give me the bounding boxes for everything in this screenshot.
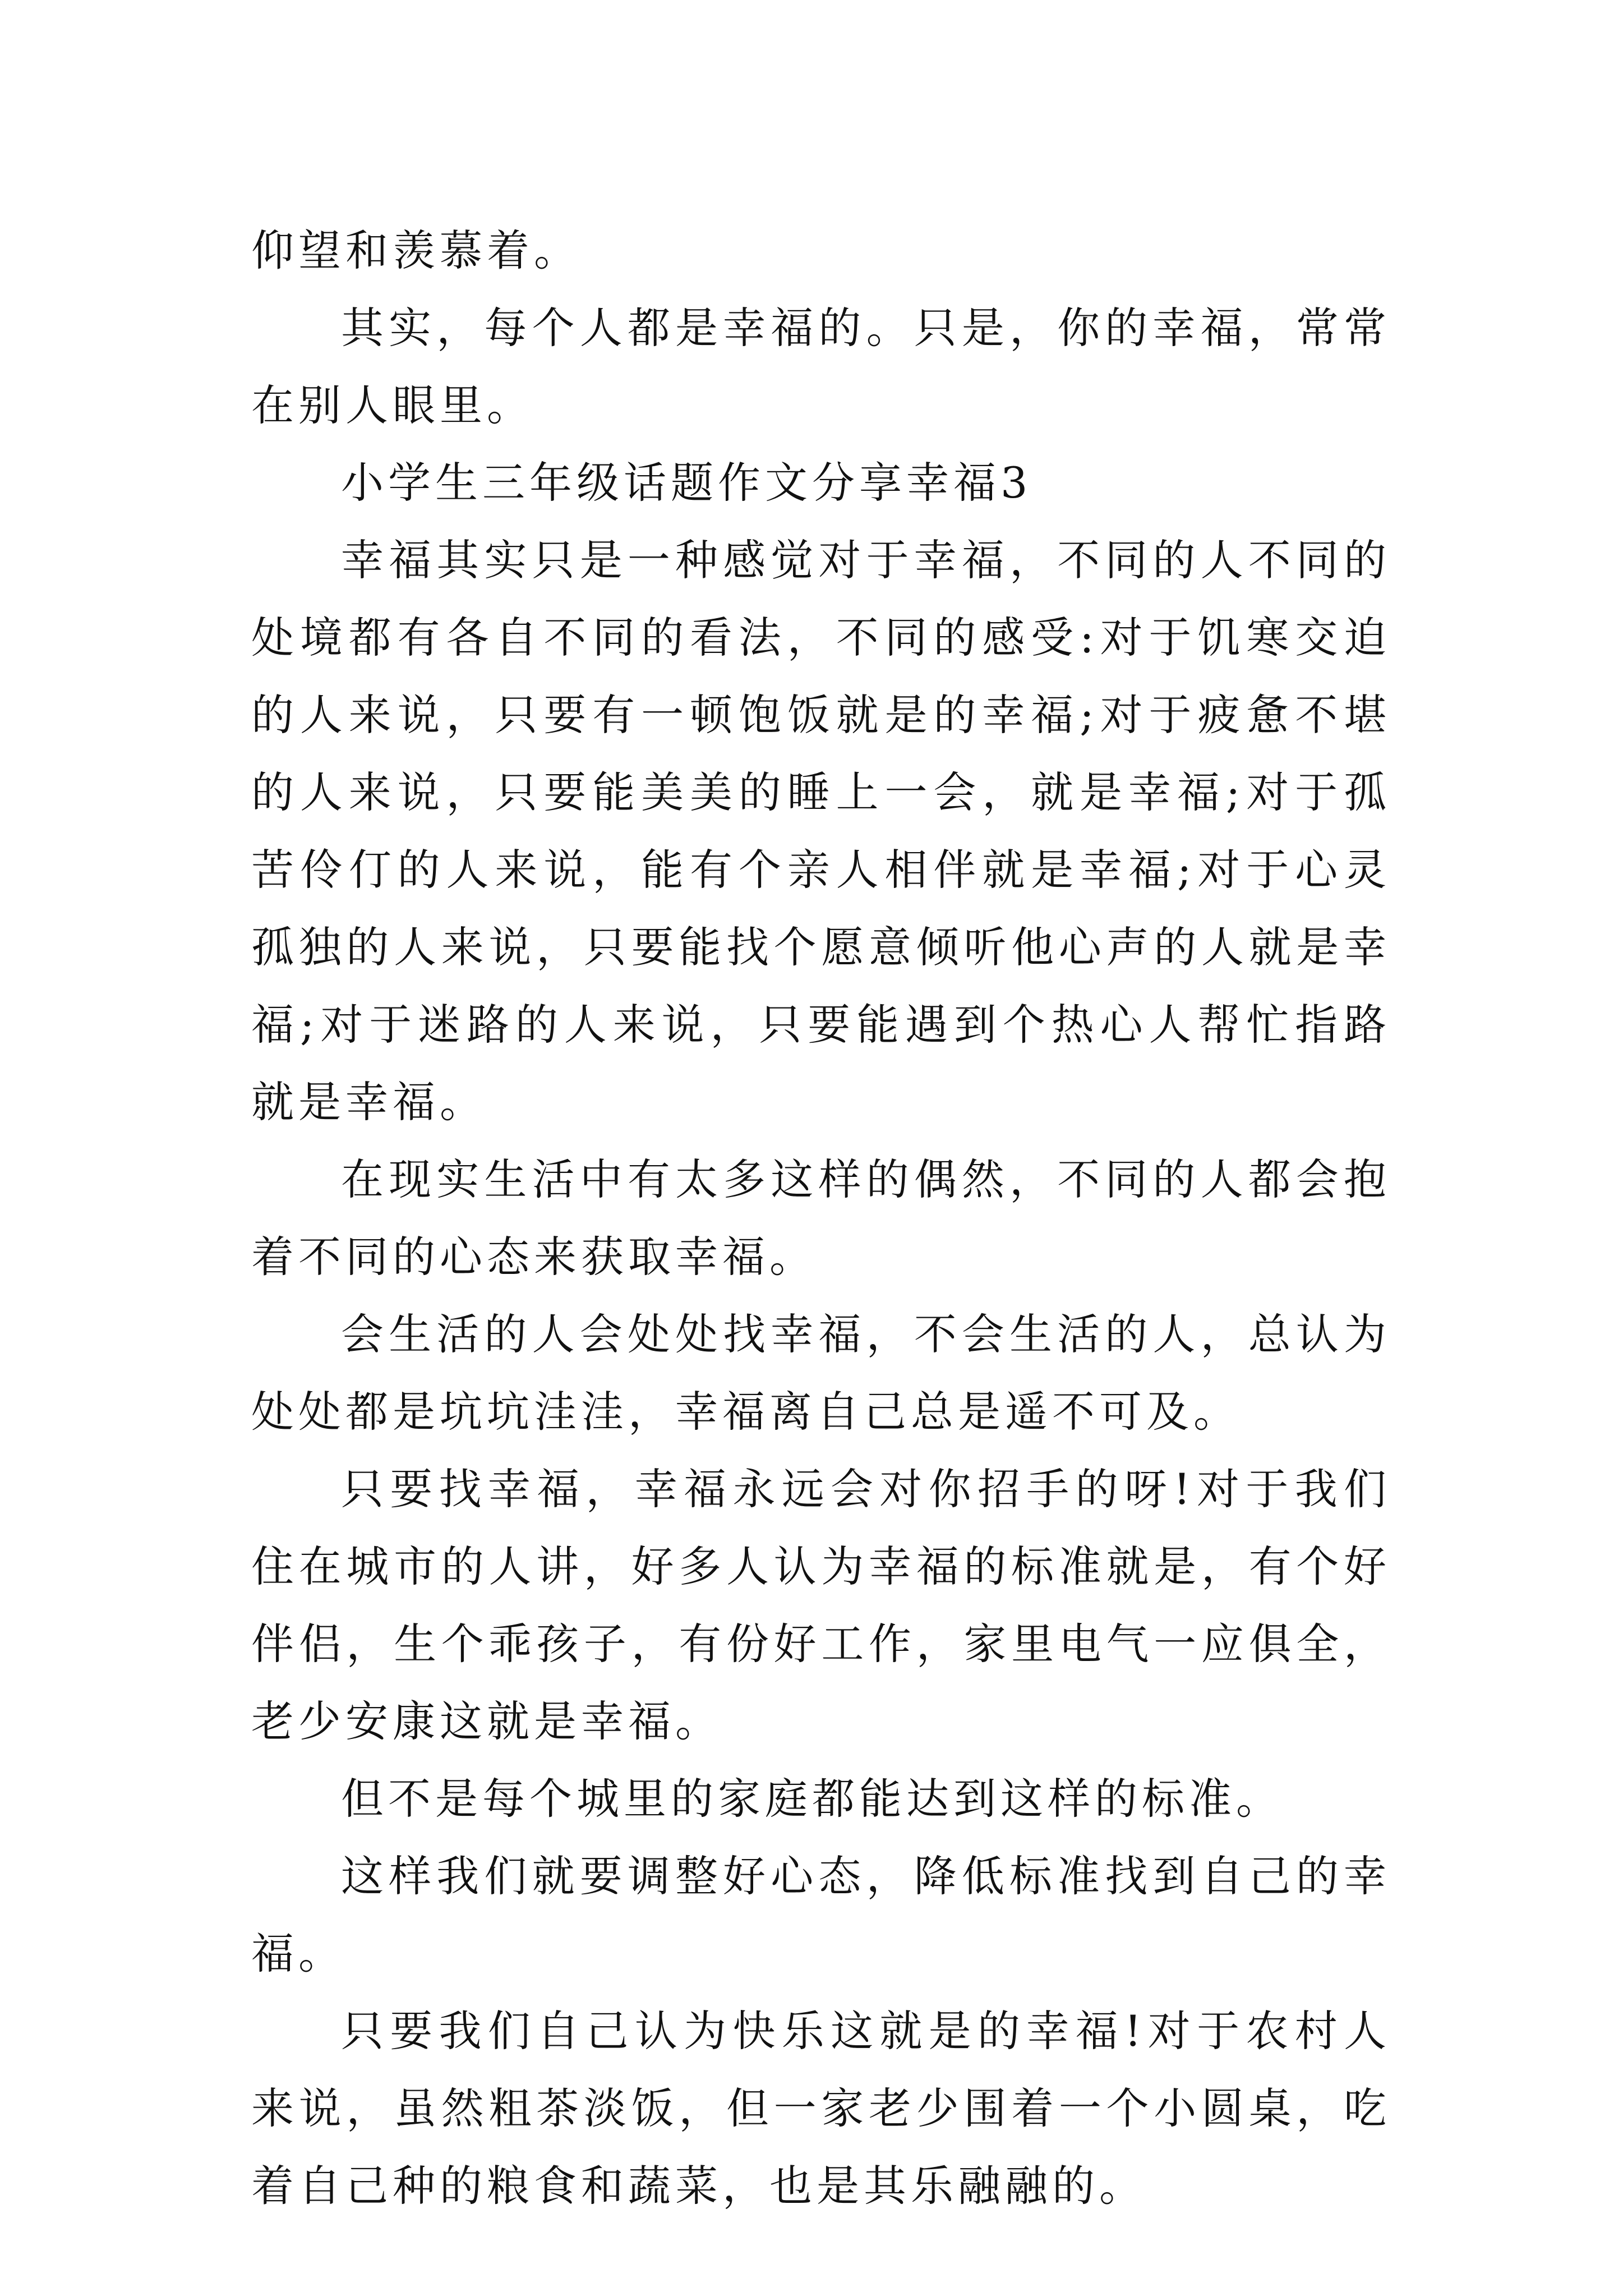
paragraph-continuation: 仰望和羡慕着。 [251, 226, 581, 275]
paragraph: 幸福其实只是一种感觉对于幸福，不同的人不同的处境都有各自不同的看法，不同的感受:对于饥寒交迫的人来说，只要有一顿饱饭就是的幸福;对于疲惫不堪的人来说，只要能美美的睡上一会，就是幸福;对于孤苦伶仃的人来说，能有个亲人相伴就是幸福;对于心灵孤独的人来说，只要能找个愿意倾听他心声的人就是幸福;对于迷路的人来说，只要能遇到个热心人帮忙指路就是幸福。 [251, 535, 1391, 1127]
document-body [251, 212, 1391, 2225]
paragraph: 其实，每个人都是幸福的。只是，你的幸福，常常在别人眼里。 [251, 303, 1391, 430]
paragraph: 在现实生活中有太多这样的偶然，不同的人都会抱着不同的心态来获取幸福。 [251, 1154, 1391, 1282]
paragraph: 但不是每个城里的家庭都能达到这样的标准。 [341, 1774, 1283, 1824]
paragraph: 会生活的人会处处找幸福，不会生活的人，总认为处处都是坑坑洼洼，幸福离自己总是遥不可及。 [251, 1309, 1391, 1437]
paragraph: 只要我们自己认为快乐这就是的幸福!对于农村人来说，虽然粗茶淡饭，但一家老少围着一个小圆桌，吃着自己种的粮食和蔬菜，也是其乐融融的。 [251, 2006, 1391, 2211]
section-heading: 小学生三年级话题作文分享幸福3 [341, 458, 1032, 508]
paragraph: 只要找幸福，幸福永远会对你招手的呀!对于我们住在城市的人讲，好多人认为幸福的标准就是，有个好伴侣，生个乖孩子，有份好工作，家里电气一应俱全，老少安康这就是幸福。 [251, 1464, 1391, 1746]
paragraph: 这样我们就要调整好心态，降低标准找到自己的幸福。 [251, 1851, 1391, 1978]
